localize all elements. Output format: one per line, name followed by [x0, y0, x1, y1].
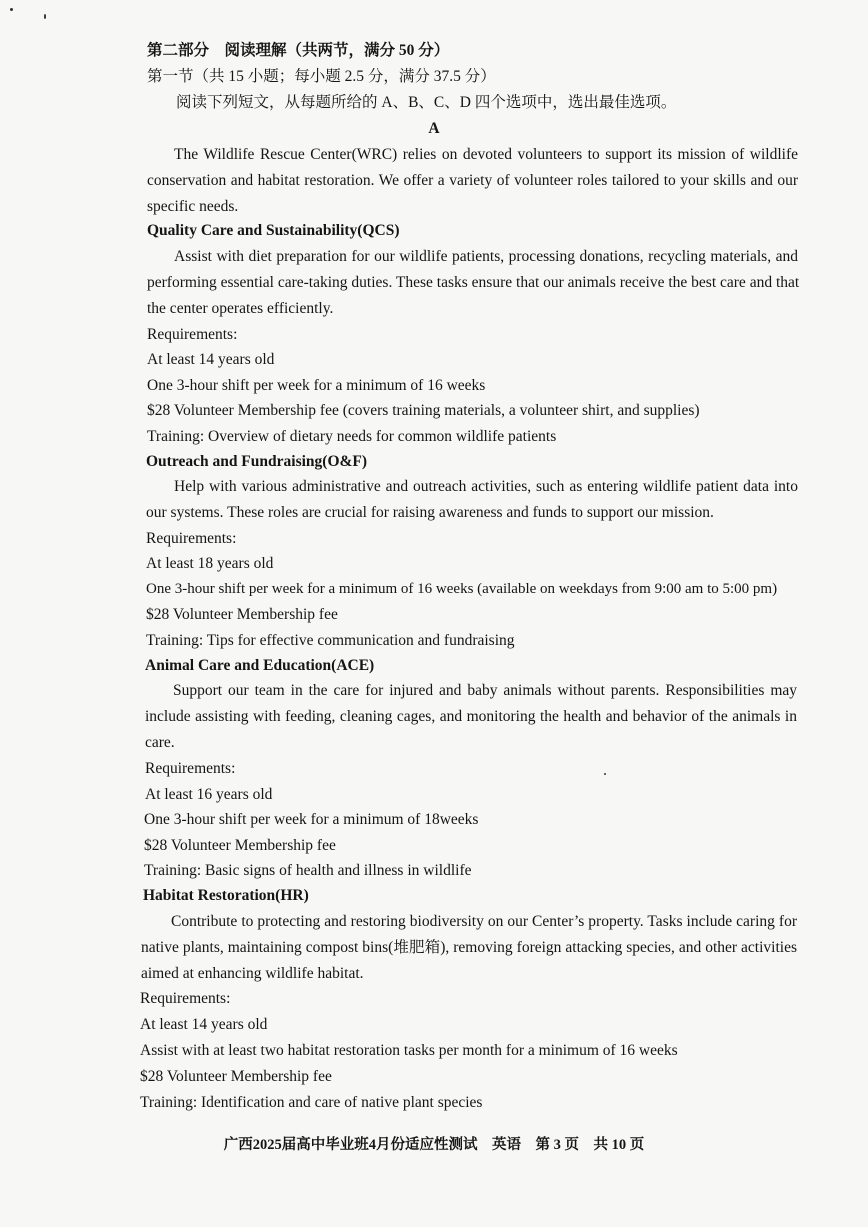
role-description-line: include assisting with feeding, cleaning cages, and monitoring the health and behavior of the animals in [145, 708, 797, 725]
passage-letter: A [428, 120, 440, 137]
instruction: 阅读下列短文，从每题所给的 A、B、C、D 四个选项中，选出最佳选项。 [176, 94, 677, 111]
role-description-line: native plants, maintaining compost bins(堆肥箱), removing foreign attacking species, and other activities [141, 939, 797, 956]
requirement-item: At least 16 years old [145, 786, 273, 803]
role-description-line: Help with various administrative and outreach activities, such as entering wildlife patient data into [174, 478, 798, 495]
requirement-item: $28 Volunteer Membership fee [140, 1068, 332, 1085]
role-description-line: aimed at enhancing wildlife habitat. [141, 965, 364, 982]
requirements-label: Requirements: [147, 326, 238, 343]
requirement-item: Training: Identification and care of native plant species [140, 1094, 483, 1111]
role-description-line: Assist with diet preparation for our wildlife patients, processing donations, recycling materials, and [174, 248, 798, 265]
role-description-line: our systems. These roles are crucial for raising awareness and funds to support our mission. [146, 504, 714, 521]
requirement-item: Training: Tips for effective communication and fundraising [146, 632, 515, 649]
part-title: 第二部分 阅读理解（共两节，满分 50 分） [147, 42, 450, 59]
role-description-line: Contribute to protecting and restoring biodiversity on our Center’s property. Tasks include caring for [171, 913, 797, 930]
requirement-item: $28 Volunteer Membership fee [146, 606, 338, 623]
role-title-of: Outreach and Fundraising(O&F) [146, 453, 368, 470]
scan-speck [44, 14, 46, 19]
role-title-ace: Animal Care and Education(ACE) [145, 657, 375, 674]
requirement-item: $28 Volunteer Membership fee [144, 837, 336, 854]
requirements-label: Requirements: [140, 990, 231, 1007]
requirement-item: One 3-hour shift per week for a minimum of 16 weeks [147, 377, 486, 394]
role-title-qcs: Quality Care and Sustainability(QCS) [147, 222, 400, 239]
role-description-line: the center operates efficiently. [147, 300, 334, 317]
section-title: 第一节（共 15 小题；每小题 2.5 分，满分 37.5 分） [147, 68, 496, 85]
requirement-item: At least 14 years old [140, 1016, 268, 1033]
requirements-label: Requirements: [145, 760, 236, 777]
intro-line: The Wildlife Rescue Center(WRC) relies on devoted volunteers to support its mission of wildlife [174, 146, 798, 163]
requirement-item: At least 18 years old [146, 555, 274, 572]
scan-speck [604, 773, 606, 775]
requirement-item: Assist with at least two habitat restoration tasks per month for a minimum of 16 weeks [140, 1042, 678, 1059]
requirement-item: At least 14 years old [147, 351, 275, 368]
intro-line: conservation and habitat restoration. We offer a variety of volunteer roles tailored to your skills and our [147, 172, 798, 189]
requirement-item: Training: Overview of dietary needs for common wildlife patients [147, 428, 557, 445]
role-title-hr: Habitat Restoration(HR) [143, 887, 309, 904]
scan-speck [10, 8, 13, 11]
intro-line: specific needs. [147, 198, 239, 215]
page-footer: 广西2025届高中毕业班4月份适应性测试 英语 第 3 页 共 10 页 [223, 1137, 645, 1153]
requirement-item: One 3-hour shift per week for a minimum of 18weeks [144, 811, 479, 828]
role-description-line: Support our team in the care for injured and baby animals without parents. Responsibilities may [173, 682, 797, 699]
role-description-line: care. [145, 734, 175, 751]
requirement-item: $28 Volunteer Membership fee (covers training materials, a volunteer shirt, and supplies) [147, 402, 700, 419]
role-description-line: performing essential care-taking duties. These tasks ensure that our animals receive the best care and that [147, 274, 800, 291]
requirements-label: Requirements: [146, 530, 237, 547]
requirement-item: One 3-hour shift per week for a minimum of 16 weeks (available on weekdays from 9:00 am to 5:00 pm) [146, 581, 778, 597]
requirement-item: Training: Basic signs of health and illness in wildlife [144, 862, 472, 879]
